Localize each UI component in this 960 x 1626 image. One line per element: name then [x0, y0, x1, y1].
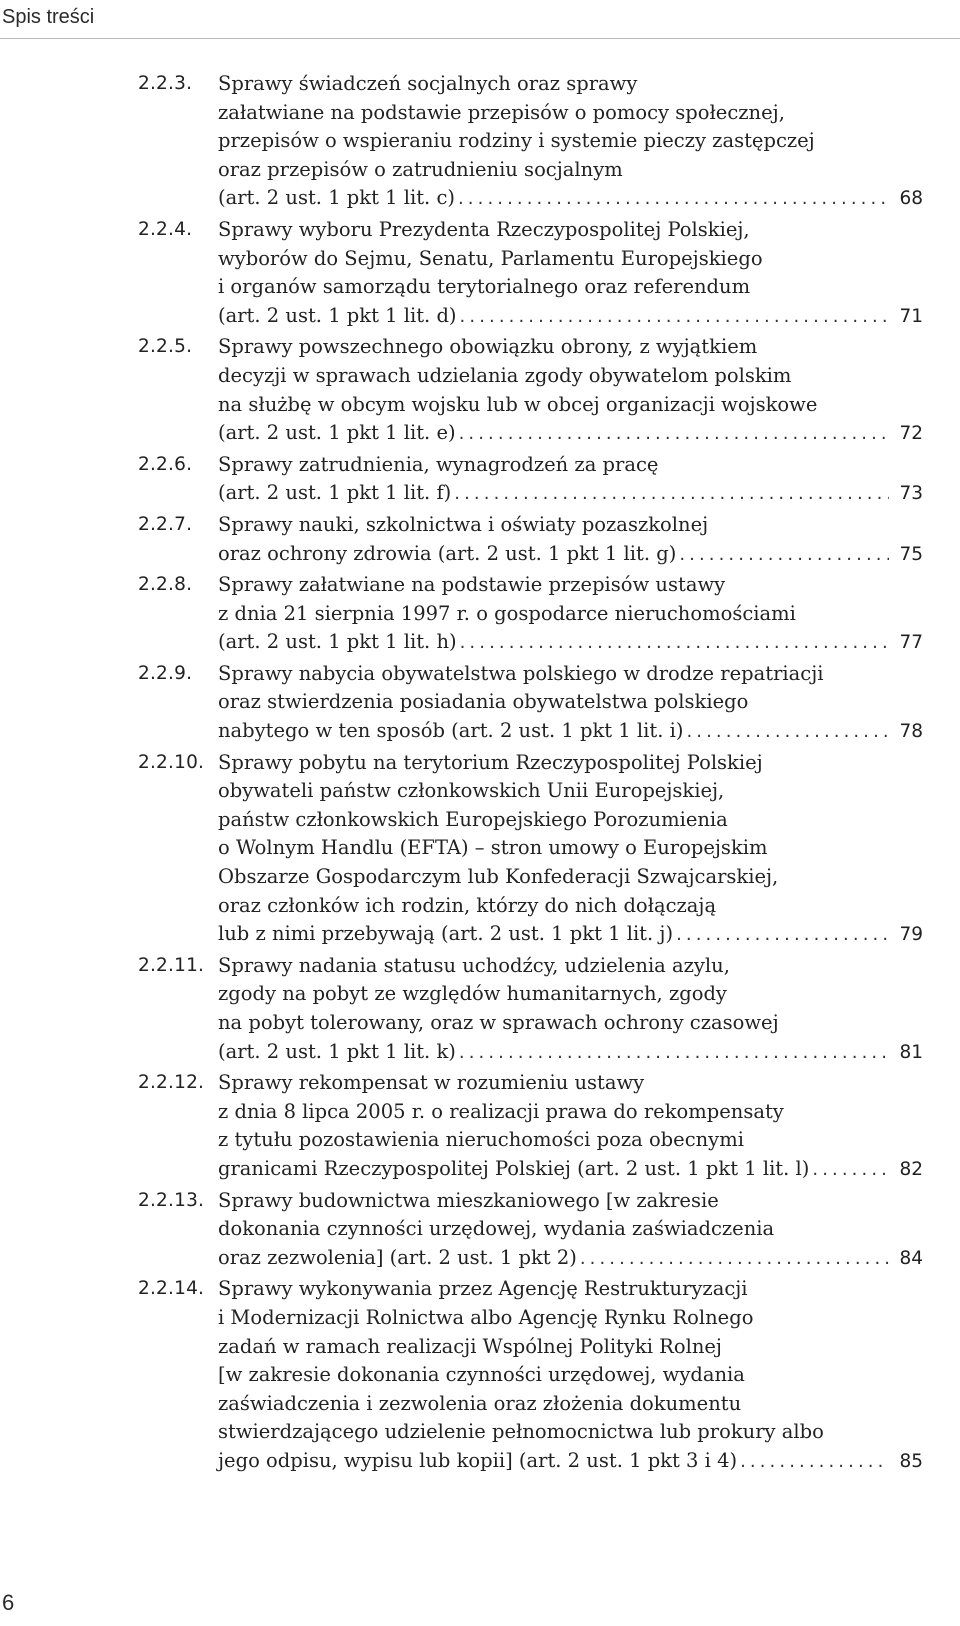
toc-entry-number: 2.2.12.: [138, 1072, 205, 1094]
toc-entry-text-line: Sprawy wykonywania przez Agencję Restrukturyzacji: [218, 1277, 748, 1301]
toc-entry-text-line: o Wolnym Handlu (EFTA) – stron umowy o Europejskim: [218, 836, 768, 860]
dot-leader: [451, 480, 889, 509]
toc-entry-text-line: zadań w ramach realizacji Wspólnej Polityki Rolnej: [218, 1334, 722, 1358]
toc-entry[interactable]: [138, 749, 923, 950]
toc-entry-text-line: oraz zezwolenia] (art. 2 ust. 1 pkt 2): [218, 1245, 577, 1269]
toc-entry-text-line: (art. 2 ust. 1 pkt 1 lit. e): [218, 421, 456, 445]
toc-entry-last-line: [218, 540, 923, 570]
toc-entry-text-line: Sprawy powszechnego obowiązku obrony, z wyjątkiem: [218, 335, 758, 359]
toc-entry-number: 2.2.7.: [138, 513, 193, 535]
toc-entry-text-line: Sprawy nauki, szkolnictwa i oświaty pozaszkolnej: [218, 512, 709, 536]
toc-entry-text-line: oraz ochrony zdrowia (art. 2 ust. 1 pkt 1 lit. g): [218, 541, 677, 565]
toc-entry-text-line: na pobyt tolerowany, oraz w sprawach ochrony czasowej: [218, 1011, 779, 1034]
toc-entry-number: 2.2.11.: [138, 954, 205, 976]
toc-entry-text-line: przepisów o wspieraniu rodziny i systemie pieczy zastępczej: [218, 129, 815, 153]
toc-entry-text-line: Obszarze Gospodarczym lub Konfederacji Szwajcarskiej,: [218, 865, 779, 889]
toc-entry-last-line: [218, 1244, 923, 1274]
toc-entry-number: 2.2.8.: [138, 574, 193, 596]
toc-entry[interactable]: [138, 660, 923, 747]
toc-entry-text-line: z dnia 21 sierpnia 1997 r. o gospodarce nieruchomościami: [218, 601, 796, 625]
toc-entry[interactable]: [138, 511, 923, 569]
toc-link[interactable]: Spis treści: [2, 6, 95, 28]
toc-entry-text-line: oraz stwierdzenia posiadania obywatelstwa polskiego: [218, 690, 749, 714]
toc-entry-last-line: [218, 419, 923, 449]
toc-entry-text-line: Sprawy nabycia obywatelstwa polskiego w drodze repatriacji: [218, 661, 824, 685]
toc-entry-page[interactable]: 81: [899, 1041, 923, 1063]
toc-entry-text-line: (art. 2 ust. 1 pkt 1 lit. c): [218, 186, 455, 210]
toc-entry[interactable]: [138, 333, 923, 448]
toc-entry-page[interactable]: 73: [899, 483, 923, 505]
toc-entry-text-line: (art. 2 ust. 1 pkt 1 lit. f): [218, 481, 452, 505]
toc-entry-last-line: [218, 479, 923, 509]
dot-leader: [456, 1039, 889, 1068]
toc-entry-text-line: zgody na pobyt ze względów humanitarnych, zgody: [218, 982, 727, 1006]
toc-entry-text-line: (art. 2 ust. 1 pkt 1 lit. h): [218, 630, 457, 654]
table-of-contents: [138, 70, 923, 1479]
top-bar: [0, 0, 960, 39]
toc-entry-text-line: Sprawy załatwiane na podstawie przepisów ustawy: [218, 573, 726, 597]
dot-leader: [676, 541, 889, 570]
toc-entry-text-line: Sprawy wyboru Prezydenta Rzeczypospolitej Polskiej,: [218, 217, 750, 241]
toc-entry-number: 2.2.10.: [138, 751, 205, 773]
toc-entry[interactable]: [138, 571, 923, 658]
toc-entry-text-line: dokonania czynności urzędowej, wydania zaświadczenia: [218, 1217, 775, 1241]
toc-entry-last-line: [218, 920, 923, 950]
toc-entry[interactable]: [138, 216, 923, 331]
toc-entry-number: 2.2.13.: [138, 1189, 205, 1211]
toc-entry-page[interactable]: 78: [899, 721, 923, 743]
toc-entry-text-line: z tytułu pozostawienia nieruchomości poza obecnymi: [218, 1128, 744, 1152]
toc-entry-text-line: Sprawy świadczeń socjalnych oraz sprawy: [218, 72, 638, 95]
toc-entry-last-line: [218, 302, 923, 332]
toc-entry-number: 2.2.3.: [138, 73, 193, 94]
toc-entry[interactable]: [138, 1275, 923, 1476]
toc-entry-text-line: granicami Rzeczypospolitej Polskiej (art. 2 ust. 1 pkt 1 lit. l): [218, 1156, 810, 1180]
toc-entry-last-line: [218, 1038, 923, 1068]
toc-entry-number: 2.2.4.: [138, 218, 193, 240]
toc-entry-page[interactable]: 79: [899, 924, 923, 946]
toc-entry-page[interactable]: 84: [899, 1247, 923, 1269]
toc-entry-last-line: [218, 1155, 923, 1185]
toc-entry-text-line: [w zakresie dokonania czynności urzędowej, wydania: [218, 1363, 745, 1387]
toc-entry-page[interactable]: 75: [899, 543, 923, 565]
dot-leader: [683, 718, 889, 747]
toc-entry-text-line: Sprawy pobytu na terytorium Rzeczypospolitej Polskiej: [218, 750, 763, 774]
toc-entry-text-line: oraz przepisów o zatrudnieniu socjalnym: [218, 157, 623, 181]
toc-entry-text-line: jego odpisu, wypisu lub kopii] (art. 2 ust. 1 pkt 3 i 4): [218, 1448, 738, 1472]
toc-entry-text-line: decyzji w sprawach udzielania zgody obywatelom polskim: [218, 363, 792, 387]
toc-entry[interactable]: [138, 451, 923, 509]
toc-entry-text-line: stwierdzającego udzielenie pełnomocnictwa lub prokury albo: [218, 1420, 824, 1444]
page-number: 6: [2, 1590, 15, 1615]
toc-entry[interactable]: [138, 1069, 923, 1184]
toc-entry-number: 2.2.6.: [138, 453, 193, 475]
toc-entry-page[interactable]: 77: [899, 632, 923, 654]
dot-leader: [809, 1156, 889, 1185]
dot-leader: [673, 921, 889, 950]
dot-leader: [737, 1448, 889, 1477]
toc-entry-text-line: Sprawy nadania statusu uchodźcy, udzielenia azylu,: [218, 953, 730, 977]
toc-entry-text-line: Sprawy budownictwa mieszkaniowego [w zakresie: [218, 1188, 719, 1212]
toc-entry-page[interactable]: 82: [899, 1158, 923, 1180]
toc-entry-number: 2.2.5.: [138, 336, 193, 358]
toc-entry-text-line: (art. 2 ust. 1 pkt 1 lit. d): [218, 303, 457, 327]
toc-entry-text-line: i Modernizacji Rolnictwa albo Agencję Rynku Rolnego: [218, 1305, 754, 1329]
toc-entry-text-line: Sprawy rekompensat w rozumieniu ustawy: [218, 1071, 645, 1095]
dot-leader: [457, 629, 889, 658]
dot-leader: [457, 303, 889, 332]
toc-entry-page[interactable]: 68: [899, 188, 923, 210]
toc-entry-page[interactable]: 85: [899, 1450, 923, 1472]
toc-entry-text-line: państw członkowskich Europejskiego Porozumienia: [218, 807, 728, 831]
toc-entry-text-line: Sprawy zatrudnienia, wynagrodzeń za pracę: [218, 452, 659, 476]
toc-entry[interactable]: [138, 70, 923, 214]
toc-entry-page[interactable]: 71: [899, 305, 923, 327]
toc-entry-text-line: oraz członków ich rodzin, którzy do nich dołączają: [218, 893, 717, 917]
toc-entry-number: 2.2.14.: [138, 1278, 205, 1300]
toc-entry-text-line: i organów samorządu terytorialnego oraz referendum: [218, 275, 751, 299]
toc-entry-last-line: [218, 628, 923, 658]
toc-entry-last-line: [218, 1447, 923, 1477]
toc-entry-page[interactable]: 72: [899, 423, 923, 445]
toc-entry[interactable]: [138, 1187, 923, 1274]
toc-entry-text-line: zaświadczenia i zezwolenia oraz złożenia dokumentu: [218, 1391, 742, 1415]
dot-leader: [455, 185, 889, 214]
toc-entry-text-line: obywateli państw członkowskich Unii Europejskiej,: [218, 779, 725, 803]
toc-entry-text-line: (art. 2 ust. 1 pkt 1 lit. k): [218, 1039, 456, 1063]
dot-leader: [456, 420, 889, 449]
toc-entry-text-line: nabytego w ten sposób (art. 2 ust. 1 pkt 1 lit. i): [218, 719, 684, 743]
toc-entry-last-line: [218, 717, 923, 747]
toc-entry-last-line: [218, 184, 923, 214]
toc-entry[interactable]: [138, 952, 923, 1067]
dot-leader: [577, 1245, 889, 1274]
toc-entry-text-line: załatwiane na podstawie przepisów o pomocy społecznej,: [218, 100, 785, 124]
toc-entry-number: 2.2.9.: [138, 662, 193, 684]
toc-entry-text-line: z dnia 8 lipca 2005 r. o realizacji prawa do rekompensaty: [218, 1099, 784, 1123]
toc-entry-text-line: na służbę w obcym wojsku lub w obcej organizacji wojskowe: [218, 392, 818, 416]
toc-entry-text-line: lub z nimi przebywają (art. 2 ust. 1 pkt 1 lit. j): [218, 922, 674, 946]
toc-entry-text-line: wyborów do Sejmu, Senatu, Parlamentu Europejskiego: [218, 246, 763, 270]
